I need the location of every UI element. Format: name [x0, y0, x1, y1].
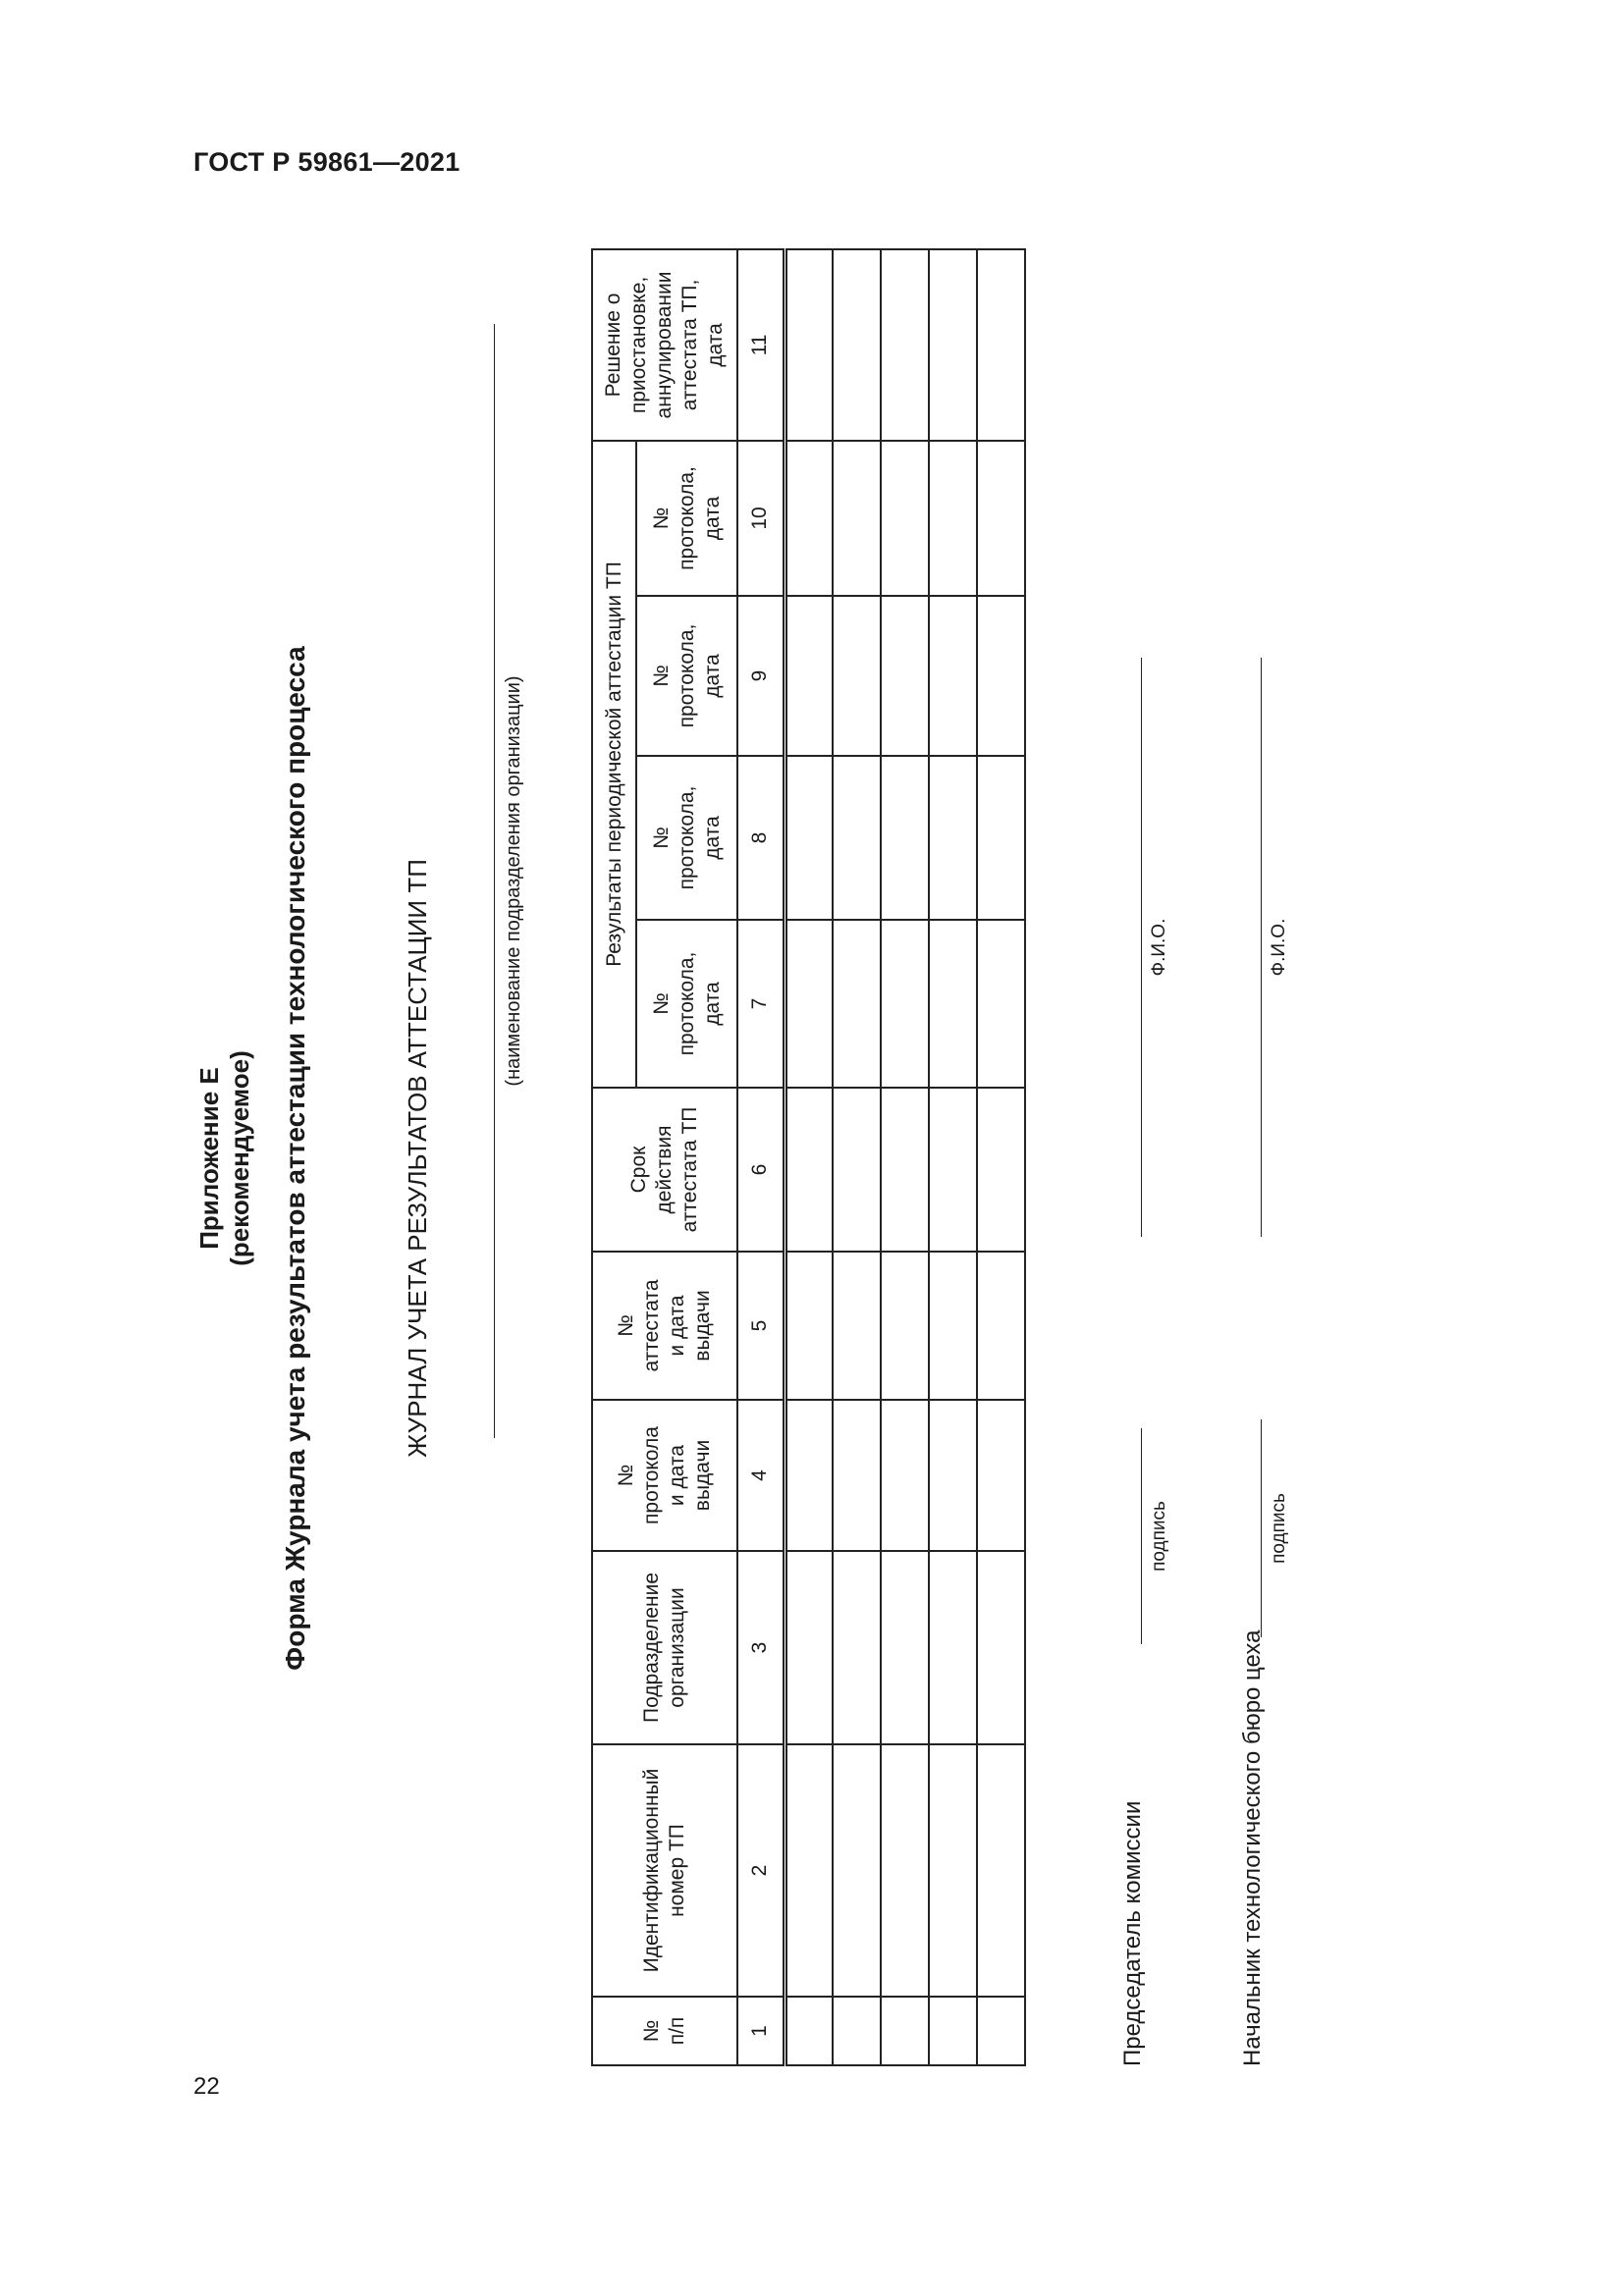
col-header-label: Подразделение организации	[640, 1572, 688, 1724]
table-cell[interactable]	[881, 756, 929, 920]
column-number: 3	[737, 1551, 785, 1744]
table-cell[interactable]	[881, 1997, 929, 2065]
column-number: 5	[737, 1252, 785, 1400]
table-cell[interactable]	[833, 1997, 881, 2065]
table-cell[interactable]	[881, 1088, 929, 1252]
bureau-head-name-caption: Ф.И.О.	[1269, 918, 1289, 977]
col-header-8	[636, 756, 737, 920]
column-number-row	[737, 249, 785, 2065]
table-cell[interactable]	[785, 1551, 833, 1744]
table-cell[interactable]	[785, 1088, 833, 1252]
table-cell[interactable]	[785, 596, 833, 756]
col-header-label: № п/п	[640, 2016, 688, 2046]
col-header-label: Идентификационный номер ТП	[640, 1768, 688, 1973]
document-header: ГОСТ Р 59861—2021	[193, 147, 460, 177]
col-header-11	[592, 249, 737, 441]
chairman-signature-line[interactable]	[1141, 1428, 1142, 1644]
table-cell[interactable]	[977, 1088, 1025, 1252]
table-cell[interactable]	[929, 1997, 977, 2065]
form-title: Форма Журнала учета результатов аттестации технологического процесса	[280, 646, 310, 1671]
col-header-7	[636, 920, 737, 1088]
table-row	[881, 249, 929, 2065]
column-number: 10	[737, 441, 785, 596]
col-header-label: № протокола, дата	[649, 785, 724, 890]
table-cell[interactable]	[881, 920, 929, 1088]
table-row	[977, 249, 1025, 2065]
group-header: Результаты периодической аттестации ТП	[592, 441, 636, 1088]
table-cell[interactable]	[881, 1252, 929, 1400]
chairman-name-caption: Ф.И.О.	[1149, 918, 1169, 977]
rotated-content	[177, 226, 1289, 2091]
table-cell[interactable]	[785, 249, 833, 441]
table-cell[interactable]	[833, 1744, 881, 1997]
table-cell[interactable]	[833, 920, 881, 1088]
table-cell[interactable]	[785, 756, 833, 920]
col-header-9	[636, 596, 737, 756]
table-cell[interactable]	[929, 596, 977, 756]
col-header-1	[592, 1997, 737, 2065]
bureau-head-signature-caption: подпись	[1269, 1493, 1289, 1564]
table-cell[interactable]	[881, 1400, 929, 1551]
table-cell[interactable]	[833, 596, 881, 756]
col-header-5	[592, 1252, 737, 1400]
chairman-label: Председатель комиссии	[1119, 1800, 1146, 2066]
col-header-label: № протокола, дата	[649, 951, 724, 1056]
table-cell[interactable]	[881, 1744, 929, 1997]
table-cell[interactable]	[785, 1400, 833, 1551]
col-header-label: № протокола и дата выдачи	[615, 1426, 714, 1524]
table-cell[interactable]	[785, 1744, 833, 1997]
org-name-line[interactable]	[494, 324, 495, 1438]
table-cell[interactable]	[977, 249, 1025, 441]
table-cell[interactable]	[977, 920, 1025, 1088]
journal-title: ЖУРНАЛ УЧЕТА РЕЗУЛЬТАТОВ АТТЕСТАЦИИ ТП	[403, 859, 432, 1458]
table-cell[interactable]	[929, 1400, 977, 1551]
table-cell[interactable]	[833, 441, 881, 596]
table-cell[interactable]	[785, 920, 833, 1088]
appendix-status: (рекомендуемое)	[225, 1050, 254, 1266]
table-cell[interactable]	[977, 1997, 1025, 2065]
table-cell[interactable]	[929, 1744, 977, 1997]
table-cell[interactable]	[929, 1551, 977, 1744]
table-cell[interactable]	[977, 1551, 1025, 1744]
table-row	[929, 249, 977, 2065]
table-row	[833, 249, 881, 2065]
table-cell[interactable]	[929, 441, 977, 596]
col-header-label: Срок действия аттестата ТП	[627, 1106, 701, 1233]
table-cell[interactable]	[833, 249, 881, 441]
table-cell[interactable]	[929, 920, 977, 1088]
table-cell[interactable]	[833, 1400, 881, 1551]
table-cell[interactable]	[977, 1252, 1025, 1400]
bureau-head-name-line[interactable]	[1261, 658, 1262, 1237]
chairman-name-line[interactable]	[1141, 658, 1142, 1237]
col-header-label: № протокола, дата	[649, 623, 724, 728]
col-header-2	[592, 1744, 737, 1997]
column-number: 2	[737, 1744, 785, 1997]
table-cell[interactable]	[785, 441, 833, 596]
col-header-4	[592, 1400, 737, 1551]
bureau-head-label: Начальник технологического бюро цеха	[1239, 1629, 1266, 2066]
table-cell[interactable]	[977, 1744, 1025, 1997]
table-cell[interactable]	[929, 249, 977, 441]
column-number: 1	[737, 1997, 785, 2065]
header-row-1	[592, 249, 636, 2065]
table-cell[interactable]	[881, 596, 929, 756]
table-cell[interactable]	[929, 1252, 977, 1400]
column-number: 6	[737, 1088, 785, 1252]
bureau-head-signature-line[interactable]	[1261, 1419, 1262, 1637]
table-cell[interactable]	[977, 756, 1025, 920]
col-header-3	[592, 1551, 737, 1744]
table-cell[interactable]	[977, 441, 1025, 596]
table-cell[interactable]	[977, 596, 1025, 756]
table-cell[interactable]	[833, 1252, 881, 1400]
table-cell[interactable]	[785, 1997, 833, 2065]
column-number: 8	[737, 756, 785, 920]
chairman-signature-caption: подпись	[1149, 1501, 1169, 1572]
table-cell[interactable]	[881, 249, 929, 441]
col-header-label: № аттестата и дата выдачи	[615, 1279, 714, 1372]
table-cell[interactable]	[929, 1088, 977, 1252]
table-cell[interactable]	[977, 1400, 1025, 1551]
column-number: 9	[737, 596, 785, 756]
table-cell[interactable]	[833, 1088, 881, 1252]
col-header-6	[592, 1088, 737, 1252]
appendix-title: Приложение Е	[194, 1067, 224, 1250]
org-name-caption: (наименование подразделения организации)	[503, 675, 524, 1087]
table-row	[785, 249, 833, 2065]
column-number: 4	[737, 1400, 785, 1551]
page-number: 22	[193, 2073, 220, 2100]
column-number: 7	[737, 920, 785, 1088]
column-number: 11	[737, 249, 785, 441]
table-cell[interactable]	[833, 756, 881, 920]
table-cell[interactable]	[881, 441, 929, 596]
table-cell[interactable]	[785, 1252, 833, 1400]
table-cell[interactable]	[833, 1551, 881, 1744]
journal-table	[591, 248, 1026, 2066]
col-header-label: № протокола, дата	[649, 466, 724, 570]
col-header-10	[636, 441, 737, 596]
table-cell[interactable]	[881, 1551, 929, 1744]
table-cell[interactable]	[929, 756, 977, 920]
col-header-label: Решение о приостановке, аннулировании аттестата ТП, дата	[602, 271, 727, 419]
